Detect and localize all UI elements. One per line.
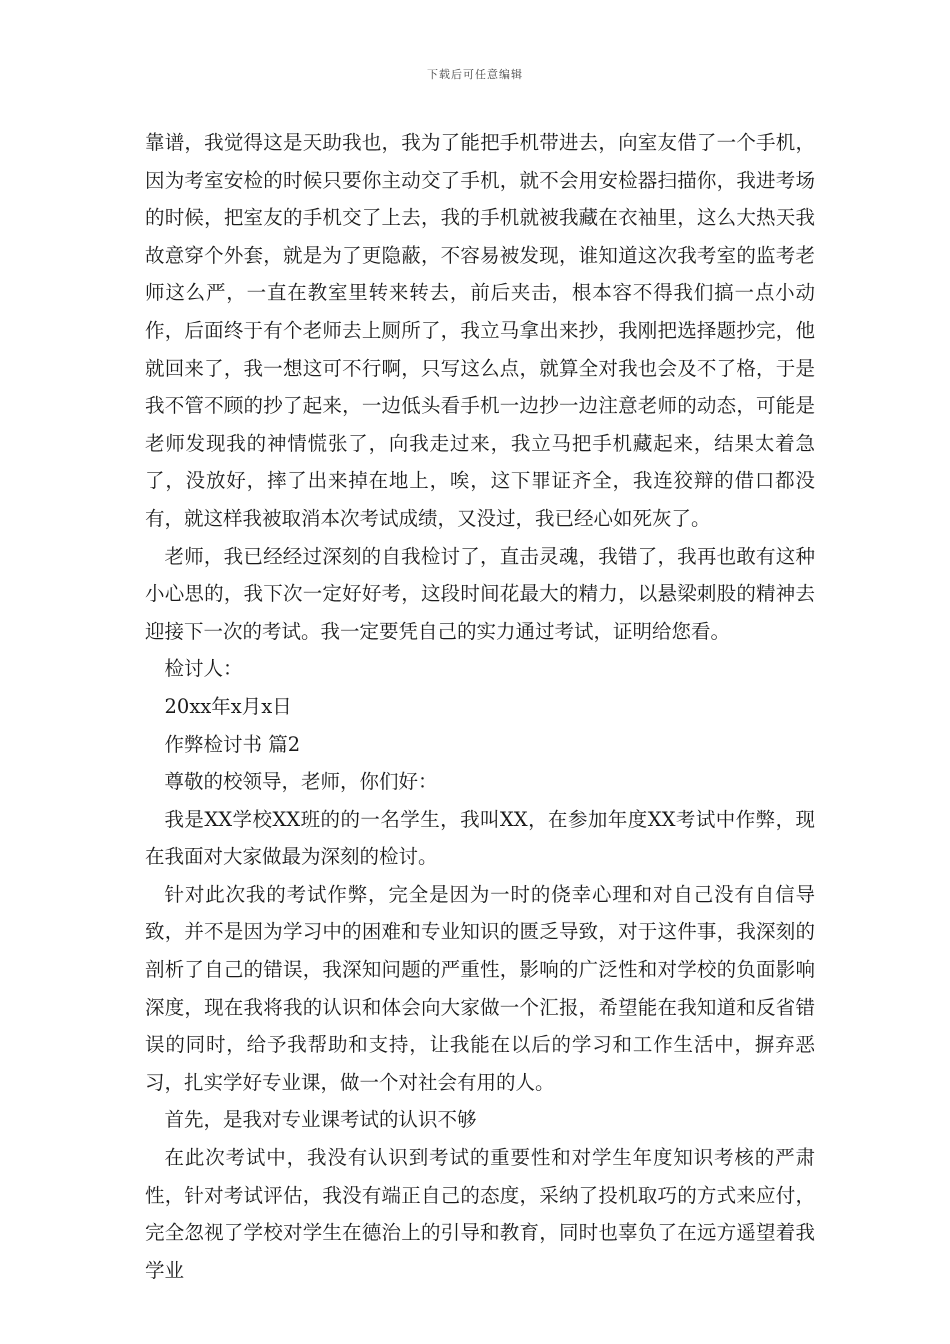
- paragraph-continuation: 靠谱，我觉得这是天助我也，我为了能把手机带进去，向室友借了一个手机，因为考室安检的时候只要你主动交了手机，就不会用安检器扫描你，我进考场的时候，把室友的手机交了上去，我的手机就被我藏在衣袖里，这么大热天我故意穿个外套，就是为了更隐蔽，不容易被发现，谁知道这次我考室的监考老师这么严，一直在教室里转来转去，前后夹击，根本容不得我们搞一点小动作，后面终于有个老师去上厕所了，我立马拿出来抄，我刚把选择题抄完，他就回来了，我一想这可不行啊，只写这么点，就算全对我也会及不了格，于是我不管不顾的抄了起来，一边低头看手机一边抄一边注意老师的动态，可能是老师发现我的神情慌张了，向我走过来，我立马把手机藏起来，结果太着急了，没放好，摔了出来掉在地上，唉，这下罪证齐全，我连狡辩的借口都没有，就这样我被取消本次考试成绩，又没过，我已经心如死灰了。: [145, 131, 815, 530]
- document-body: [145, 124, 815, 1289]
- paragraph-reflection: 针对此次我的考试作弊，完全是因为一时的侥幸心理和对自己没有自信导致，并不是因为学习中的困难和专业知识的匮乏导致，对于这件事，我深刻的剖析了自己的错误，我深知问题的严重性，影响的广泛性和对学校的负面影响深度，现在我将我的认识和体会向大家做一个汇报，希望能在我知道和反省错误的同时，给予我帮助和支持，让我能在以后的学习和工作生活中，摒弃恶习，扎实学好专业课，做一个对社会有用的人。: [145, 882, 815, 1094]
- signature-date: 20xx年x月x日: [164, 694, 292, 718]
- paragraph-apology: 老师，我已经经过深刻的自我检讨了，直击灵魂，我错了，我再也敢有这种小心思的，我下次一定好好考，这段时间花最大的精力，以悬梁刺股的精神去迎接下一次的考试。我一定要凭自己的实力通过考试，证明给您看。: [145, 544, 815, 643]
- page-header: 下载后可任意编辑: [427, 68, 523, 81]
- paragraph-detail: 在此次考试中，我没有认识到考试的重要性和对学生年度知识考核的严肃性，针对考试评估，我没有端正自己的态度，采纳了投机取巧的方式来应付，完全忽视了学校对学生在德治上的引导和教育，同时也辜负了在远方遥望着我学业: [145, 1146, 815, 1282]
- salutation: 尊敬的校领导，老师，你们好：: [164, 770, 438, 794]
- paragraph-intro: 我是XX学校XX班的的一名学生，我叫XX，在参加年度XX考试中作弊，现在我面对大家做最为深刻的检讨。: [145, 807, 815, 869]
- signature-label: 检讨人：: [164, 657, 243, 681]
- paragraph-first-point: 首先，是我对专业课考试的认识不够: [164, 1108, 477, 1132]
- section-title: 作弊检讨书 篇2: [164, 732, 301, 756]
